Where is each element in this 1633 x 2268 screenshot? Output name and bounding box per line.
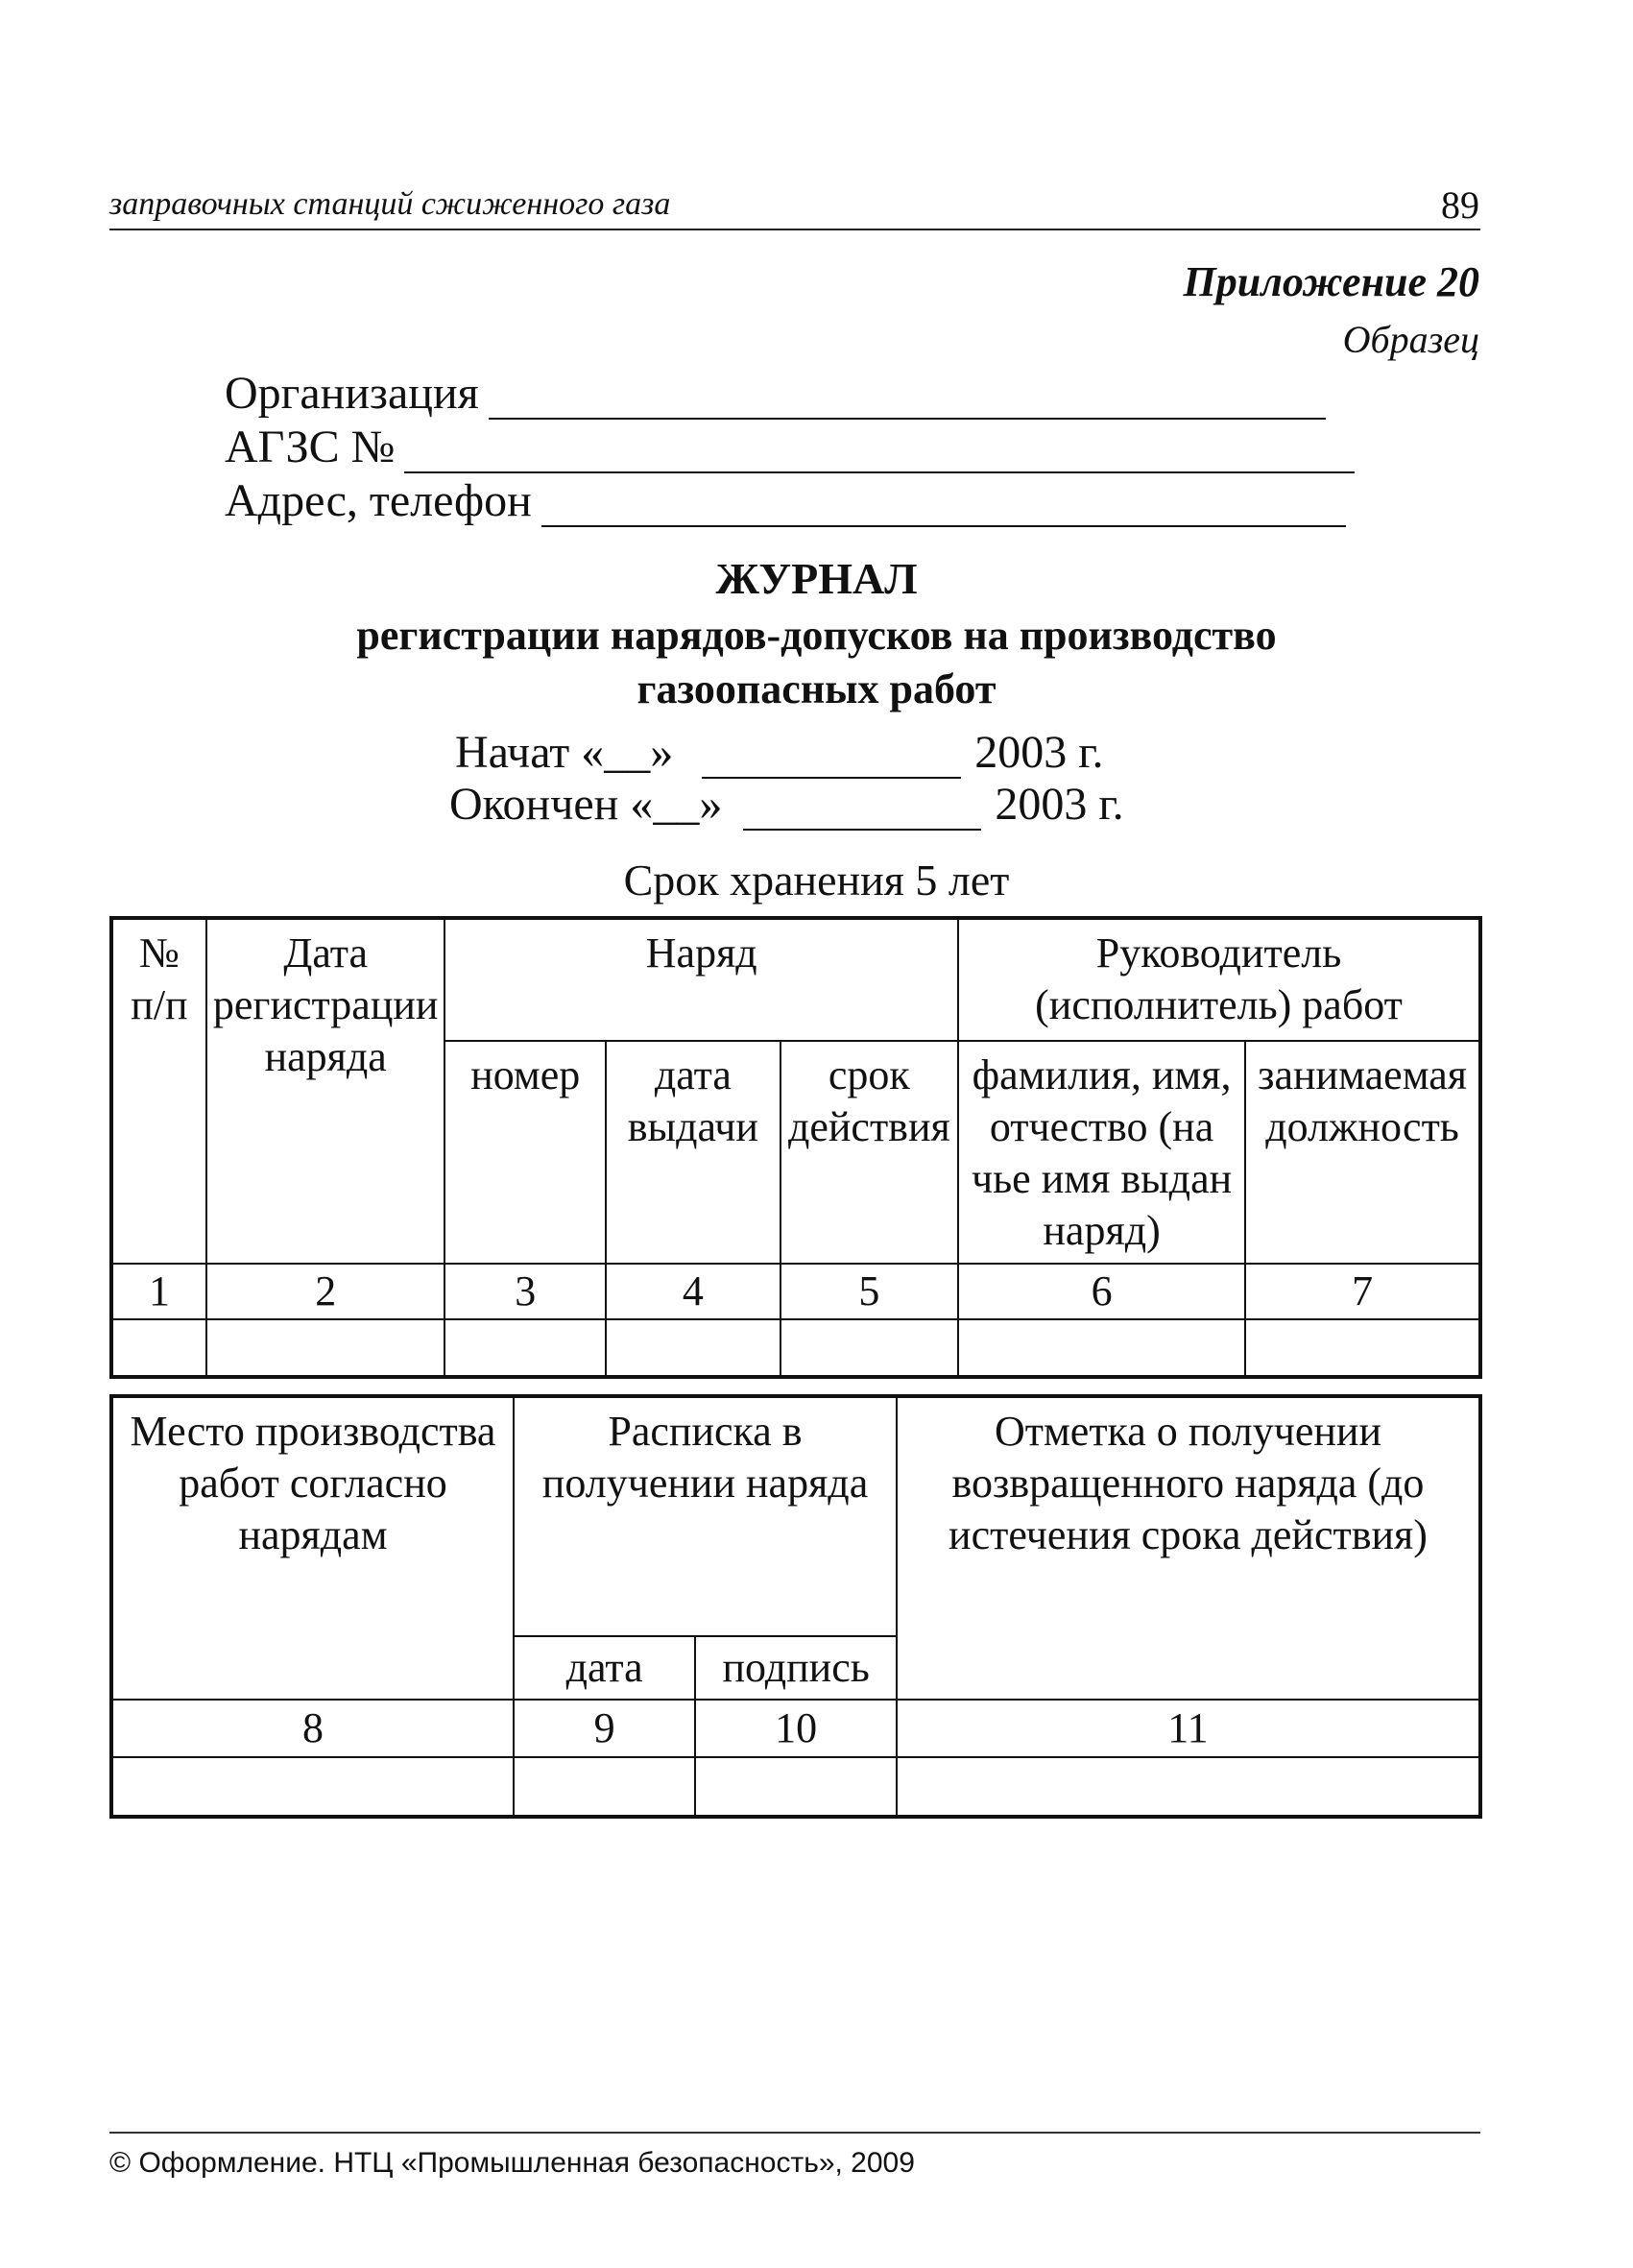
col-header-receipt-date: дата [514, 1636, 695, 1700]
journal-subtitle-line2: газоопасных работ [636, 665, 997, 712]
col-header-full-name: фамилия, имя, отчество (на чье имя выдан наряд) [958, 1041, 1245, 1264]
group-header-receipt: Расписка в получении наряда [514, 1396, 897, 1636]
ended-year: 2003 г. [995, 779, 1124, 830]
column-number: 10 [695, 1700, 897, 1757]
station-number-line [404, 433, 1355, 473]
column-number: 2 [206, 1264, 445, 1319]
empty-cell [514, 1757, 695, 1817]
column-number: 7 [1245, 1264, 1480, 1319]
copyright-notice: © Оформление. НТЦ «Промышленная безопасность», 2009 [109, 2147, 915, 2179]
empty-cell [1245, 1319, 1480, 1377]
started-label: Начат «__» [455, 727, 674, 778]
registration-table [109, 916, 1482, 1379]
column-number: 9 [514, 1700, 695, 1757]
empty-cell [695, 1757, 897, 1817]
journal-subtitle-line1: регистрации нарядов-допусков на производство [356, 612, 1277, 659]
journal-title: ЖУРНАЛ [715, 554, 918, 603]
page-number: 89 [1441, 183, 1479, 227]
address-phone-line [541, 487, 1346, 527]
header-divider [109, 229, 1480, 230]
col-header-validity: срок действия [780, 1041, 958, 1264]
column-number: 8 [111, 1700, 514, 1757]
sample-label: Образец [1342, 318, 1479, 361]
started-date-line [702, 738, 961, 779]
col-header-order-number: номер [444, 1041, 606, 1264]
running-title: заправочных станций сжиженного газа [109, 186, 671, 222]
col-header-issue-date: дата выдачи [606, 1041, 780, 1264]
ended-label: Окончен «__» [449, 779, 723, 830]
ended-date-line [743, 790, 981, 831]
column-number: 1 [111, 1264, 206, 1319]
receipt-table [109, 1394, 1482, 1819]
station-number-label: АГЗС № [225, 422, 396, 472]
empty-cell [206, 1319, 445, 1377]
footer-divider [109, 2132, 1480, 2134]
appendix-label: Приложение 20 [1183, 258, 1479, 305]
column-number: 5 [780, 1264, 958, 1319]
empty-cell [897, 1757, 1480, 1817]
group-header-order: Наряд [444, 918, 958, 1041]
empty-cell [958, 1319, 1245, 1377]
organization-line [489, 379, 1326, 420]
empty-cell [111, 1319, 206, 1377]
col-header-return-mark: Отметка о получении возвращенного наряда (до истечения срока действия) [897, 1396, 1480, 1700]
column-number: 4 [606, 1264, 780, 1319]
organization-label: Организация [225, 368, 479, 419]
empty-cell [111, 1757, 514, 1817]
address-phone-field [225, 474, 1346, 527]
col-header-position: занимаемая должность [1245, 1041, 1480, 1264]
ended-date-row [449, 778, 1124, 831]
station-number-field [225, 421, 1355, 473]
column-number: 3 [444, 1264, 606, 1319]
organization-field [225, 367, 1326, 420]
column-number: 6 [958, 1264, 1245, 1319]
col-header-signature: подпись [695, 1636, 897, 1700]
started-year: 2003 г. [974, 727, 1104, 778]
empty-cell [444, 1319, 606, 1377]
empty-cell [606, 1319, 780, 1377]
storage-term: Срок хранения 5 лет [623, 856, 1010, 905]
col-header-work-place: Место производства работ согласно нарядам [111, 1396, 514, 1700]
started-date-row [455, 726, 1104, 779]
address-phone-label: Адрес, телефон [225, 475, 532, 526]
col-header-registration-date: Дата регистрации наряда [206, 918, 445, 1264]
column-number: 11 [897, 1700, 1480, 1757]
empty-cell [780, 1319, 958, 1377]
col-header-number: № п/п [111, 918, 206, 1264]
group-header-manager: Руководитель (исполнитель) работ [958, 918, 1480, 1041]
